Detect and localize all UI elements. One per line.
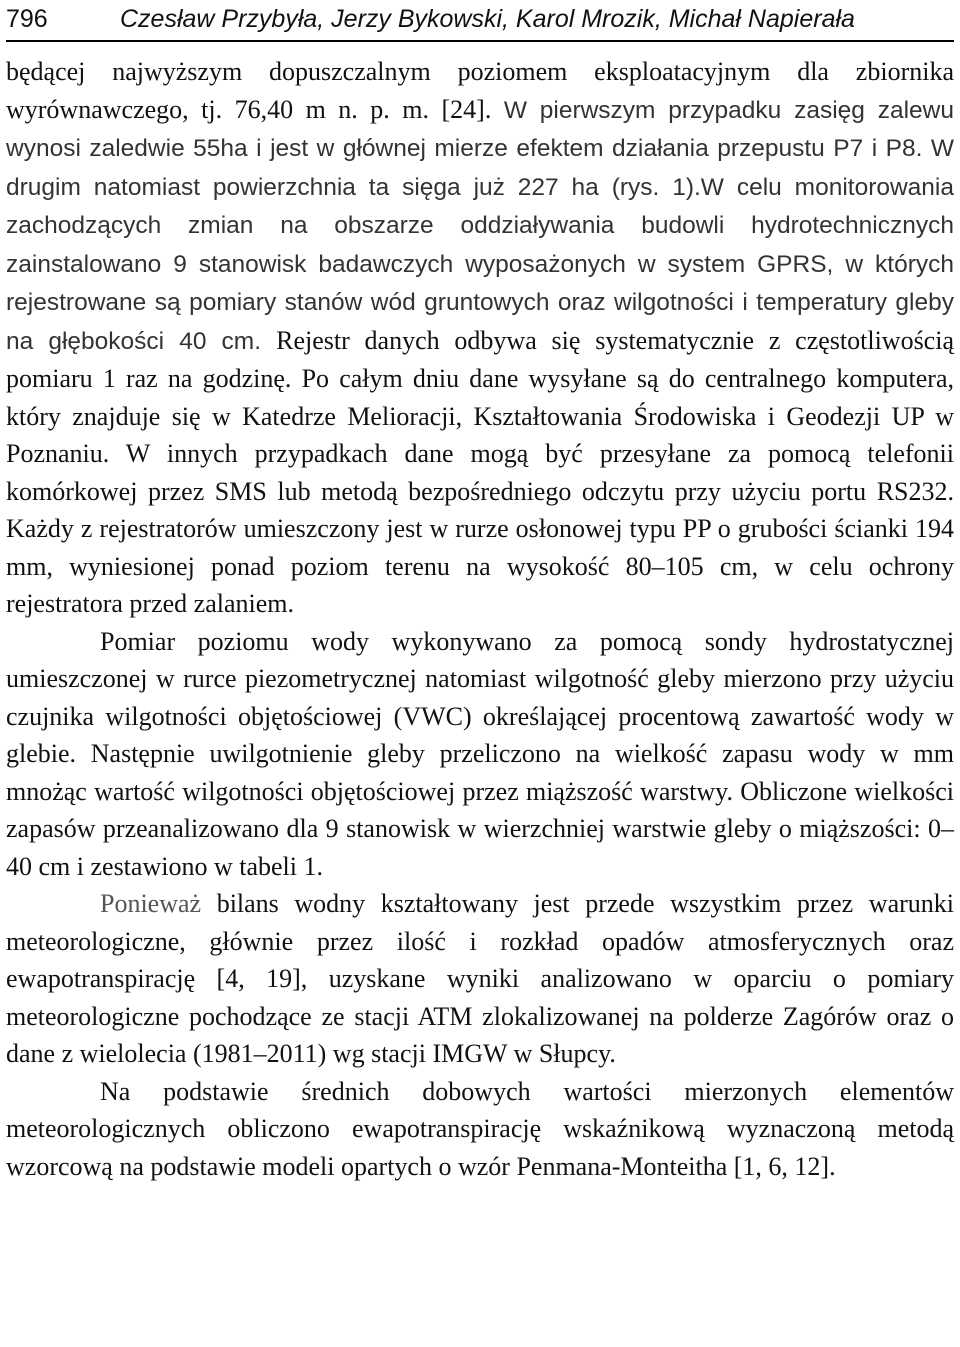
paragraph-2-span-1: Pomiar poziomu wody wykonywano za pomocą sondy hydrostatycznej umieszczonej w rurce piezometrycznej natomiast wilgotność gleby mierzono przy użyciu czujnika wilgotności objętościowej (VWC) określającej procentową zawartość wody w glebie. Następnie uwilgotnienie gleby przeliczono na wielkość zapasu wody w mm mnożąc wartość wilgotności objętościowej przez miąższość warstwy. Obliczone wielkości zapasów przeanalizowano dla 9 stanowisk w wierzchniej warstwie gleby o miąższości: 0–40 cm i zestawiono w tabeli 1. <box>6 626 954 881</box>
paragraph-2 <box>6 623 954 886</box>
paragraph-4 <box>6 1073 954 1186</box>
page-number: 796 <box>6 5 48 33</box>
running-header <box>6 2 954 40</box>
paragraph-3-span-1: Ponieważ <box>100 889 202 918</box>
paragraph-1 <box>6 53 954 623</box>
paragraph-3 <box>6 885 954 1073</box>
header-authors: Czesław Przybyła, Jerzy Bykowski, Karol Mrozik, Michał Napierała <box>120 5 855 33</box>
paragraph-4-span-1: Na podstawie średnich dobowych wartości mierzonych elementów meteorologicznych obliczono ewapotranspirację wskaźnikową wyznaczoną metodą wzorcową na podstawie modeli opartych o wzór Penmana-Monteitha [1, 6, 12]. <box>6 1076 954 1181</box>
paragraph-1-span-1: będącej najwyższym dopuszczalnym poziomem eksploatacyjnym dla zbiornika wyrównawczego, tj. 76,40 m n. p. m. [24]. <box>6 57 954 124</box>
paragraph-3-span-2: bilans wodny kształtowany jest przede wszystkim przez warunki meteorologiczne, głównie przez ilość i rozkład opadów atmosferycznych oraz ewapotranspirację [4, 19], uzyskane wyniki analizowano w oparciu o pomiary meteorologiczne pochodzące ze stacji ATM zlokalizowanej na polderze Zagórów oraz o dane z wielolecia (1981–2011) wg stacji IMGW w Słupcy. <box>6 889 954 1068</box>
header-rule <box>6 40 954 42</box>
body-text <box>6 53 954 1185</box>
paragraph-1-span-2: W pierwszym przypadku zasięg zalewu wynosi zaledwie 55ha i jest w głównej mierze efektem działania przepustu P7 i P8. W drugim natomiast powierzchnia ta sięga już 227 ha (rys. 1).W celu monitorowania zachodzących zmian na obszarze oddziaływania budowli hydrotechnicznych zainstalowano 9 stanowisk badawczych wyposażonych w system GPRS, w których rejestrowane są pomiary stanów wód gruntowych oraz wilgotności i temperatury gleby na głębokości 40 cm. <box>6 96 954 355</box>
paragraph-1-span-3: Rejestr danych odbywa się systematycznie z częstotliwością pomiaru 1 raz na godzinę. Po całym dniu dane wysyłane są do centralnego komputera, który znajduje się w Katedrze Melioracji, Kształtowania Środowiska i Geodezji UP w Poznaniu. W innych przypadkach dane mogą być przesyłane za pomocą telefonii komórkowej przez SMS lub metodą bezpośredniego odczytu przy użyciu portu RS232. Każdy z rejestratorów umieszczony jest w rurze osłonowej typu PP o grubości ścianki 194 mm, wyniesionej ponad poziom terenu na wysokość 80–105 cm, w celu ochrony rejestratora przed zalaniem. <box>6 325 954 618</box>
